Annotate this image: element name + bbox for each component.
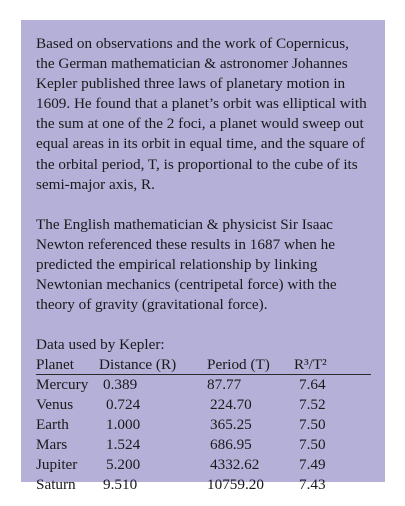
cell-planet: Mercury	[36, 376, 89, 394]
cell-period: 87.77	[207, 376, 242, 394]
table-row	[36, 415, 371, 435]
text-panel	[21, 20, 385, 494]
cell-period: 365.25	[210, 416, 252, 434]
header-distance: Distance (R)	[99, 356, 177, 374]
cell-period: 10759.20	[207, 476, 264, 494]
header-ratio: R³/T²	[294, 356, 327, 374]
cell-period: 686.95	[210, 436, 252, 454]
cell-period: 4332.62	[210, 456, 260, 474]
paragraph-newton: The English mathematician & physicist Sir Isaac Newton referenced these results in 1687 when he predicted the empirical relationship by linking Newtonian mechanics (centripetal force) with the theory of gravity (gravitational force).	[36, 215, 337, 314]
cell-ratio: 7.50	[299, 436, 326, 454]
table-row	[36, 475, 371, 495]
cell-ratio: 7.49	[299, 456, 326, 474]
cell-distance: 0.389	[103, 376, 138, 394]
cell-ratio: 7.52	[299, 396, 326, 414]
cell-distance: 9.510	[103, 476, 138, 494]
cell-distance: 0.724	[106, 396, 141, 414]
cell-planet: Earth	[36, 416, 69, 434]
table-caption: Data used by Kepler:	[36, 336, 165, 354]
table-row	[36, 375, 371, 395]
kepler-data-table	[36, 355, 371, 495]
header-planet: Planet	[36, 356, 74, 374]
cell-planet: Saturn	[36, 476, 76, 494]
header-period: Period (T)	[207, 356, 270, 374]
cell-period: 224.70	[210, 396, 252, 414]
paragraph-kepler: Based on observations and the work of Copernicus, the German mathematician & astronomer Johannes Kepler published three laws of planetary motion in 1609. He found that a planet’s orbit was elliptical with the sum at one of the 2 foci, a planet would sweep out equal areas in its orbit in equal time, and the square of the orbital period, T, is proportional to the cube of its semi-major axis, R.	[36, 35, 367, 193]
table-row	[36, 455, 371, 475]
cell-distance: 5.200	[106, 456, 141, 474]
cell-ratio: 7.64	[299, 376, 326, 394]
cell-planet: Venus	[36, 396, 74, 414]
cell-distance: 1.524	[106, 436, 141, 454]
cell-distance: 1.000	[106, 416, 141, 434]
cell-planet: Mars	[36, 436, 68, 454]
cell-planet: Jupiter	[36, 456, 78, 474]
table-row	[36, 395, 371, 415]
cell-ratio: 7.50	[299, 416, 326, 434]
table-header-row	[36, 355, 371, 375]
cell-ratio: 7.43	[299, 476, 326, 494]
table-row	[36, 435, 371, 455]
